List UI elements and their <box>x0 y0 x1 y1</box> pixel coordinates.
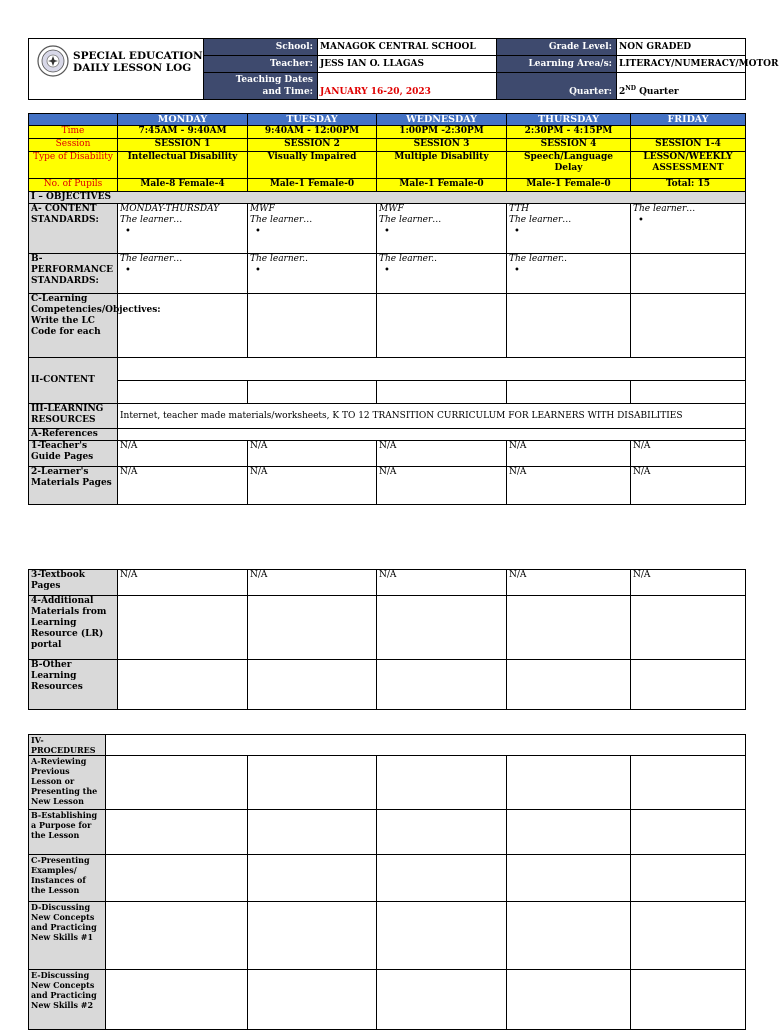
content-row-1: II-CONTENT <box>29 358 746 381</box>
title-cell <box>29 39 204 100</box>
day-monday: MONDAY <box>118 114 248 126</box>
proc-e-row: E-Discussing New Concepts and Practicing New Skills #2 <box>29 970 746 1030</box>
header-table <box>28 38 779 100</box>
performance-standards-row: B-PERFORMANCE STANDARDS: The learner… • The learner.. • The learner.. • The learner.. • <box>29 254 746 294</box>
lesson-grid <box>28 113 746 505</box>
resources-row: III-LEARNING RESOURCES Internet, teacher made materials/worksheets, K TO 12 TRANSITION CURRICULUM FOR LEARNERS WITH DISABILITIES <box>29 404 746 429</box>
session-row: Session SESSION 1 SESSION 2 SESSION 3 SESSION 4 SESSION 1-4 <box>29 139 746 152</box>
teacher-value: JESS IAN O. LLAGAS <box>318 56 497 73</box>
title-line2: DAILY LESSON LOG <box>73 62 192 74</box>
time-row: Time 7:45AM - 9:40AM 9:40AM - 12:00PM 1:00PM -2:30PM 2:30PM - 4:15PM <box>29 126 746 139</box>
objectives-row: I – OBJECTIVES <box>29 192 746 204</box>
days-row <box>29 114 746 126</box>
dates-label: Teaching Dates and Time: <box>204 73 318 100</box>
procedures-grid <box>28 734 746 1030</box>
day-tuesday: TUESDAY <box>248 114 377 126</box>
day-thursday: THURSDAY <box>507 114 631 126</box>
resources-grid <box>28 569 746 710</box>
day-friday: FRIDAY <box>631 114 746 126</box>
grade-value: NON GRADED <box>617 39 746 56</box>
teacher-guide-row: 1-Teacher's Guide Pages N/A N/A N/A N/A N/A <box>29 441 746 467</box>
title-line1: SPECIAL EDUCATION <box>73 50 203 62</box>
pupils-row: No. of Pupils Male-8 Female-4 Male-1 Female-0 Male-1 Female-0 Male-1 Female-0 Total: 15 <box>29 179 746 192</box>
disability-row: Type of Disability Intellectual Disability Visually Impaired Multiple Disability Speech/Language Delay LESSON/WEEKLY ASSESSMENT <box>29 152 746 179</box>
dates-value: JANUARY 16-20, 2023 <box>318 73 497 100</box>
quarter-value: 2ND Quarter <box>617 73 746 100</box>
proc-d-row: D-Discussing New Concepts and Practicing New Skills #1 <box>29 902 746 970</box>
quarter-label: Quarter: <box>497 73 617 100</box>
school-label: School: <box>204 39 318 56</box>
procedures-header-row: IV-PROCEDURES <box>29 735 746 756</box>
school-value: MANAGOK CENTRAL SCHOOL <box>318 39 497 56</box>
competencies-row: C-Learning Competencies/Objectives: Write the LC Code for each <box>29 294 746 358</box>
additional-materials-row: 4-Additional Materials from Learning Resource (LR) portal <box>29 596 746 660</box>
proc-b-row: B-Establishing a Purpose for the Lesson <box>29 810 746 855</box>
content-row-2 <box>29 381 746 404</box>
proc-a-row: A-Reviewing Previous Lesson or Presenting the New Lesson <box>29 756 746 810</box>
grade-label: Grade Level: <box>497 39 617 56</box>
references-row: A-References <box>29 429 746 441</box>
teacher-label: Teacher: <box>204 56 318 73</box>
textbook-row: 3-Textbook Pages N/A N/A N/A N/A N/A <box>29 570 746 596</box>
learner-materials-row: 2-Learner's Materials Pages N/A N/A N/A N/A N/A <box>29 467 746 505</box>
day-wednesday: WEDNESDAY <box>377 114 507 126</box>
area-value: LITERACY/NUMERACY/MOTOR <box>617 56 746 73</box>
area-label: Learning Area/s: <box>497 56 617 73</box>
content-standards-row: A- CONTENT STANDARDS: MONDAY-THURSDAY The learner… • MWF The learner… • MWF The learner… • TTH The learner… • The learner… • <box>29 204 746 254</box>
other-resources-row: B-Other Learning Resources <box>29 660 746 710</box>
proc-c-row: C-Presenting Examples/ Instances of the Lesson <box>29 855 746 902</box>
deped-seal-icon <box>37 45 69 77</box>
